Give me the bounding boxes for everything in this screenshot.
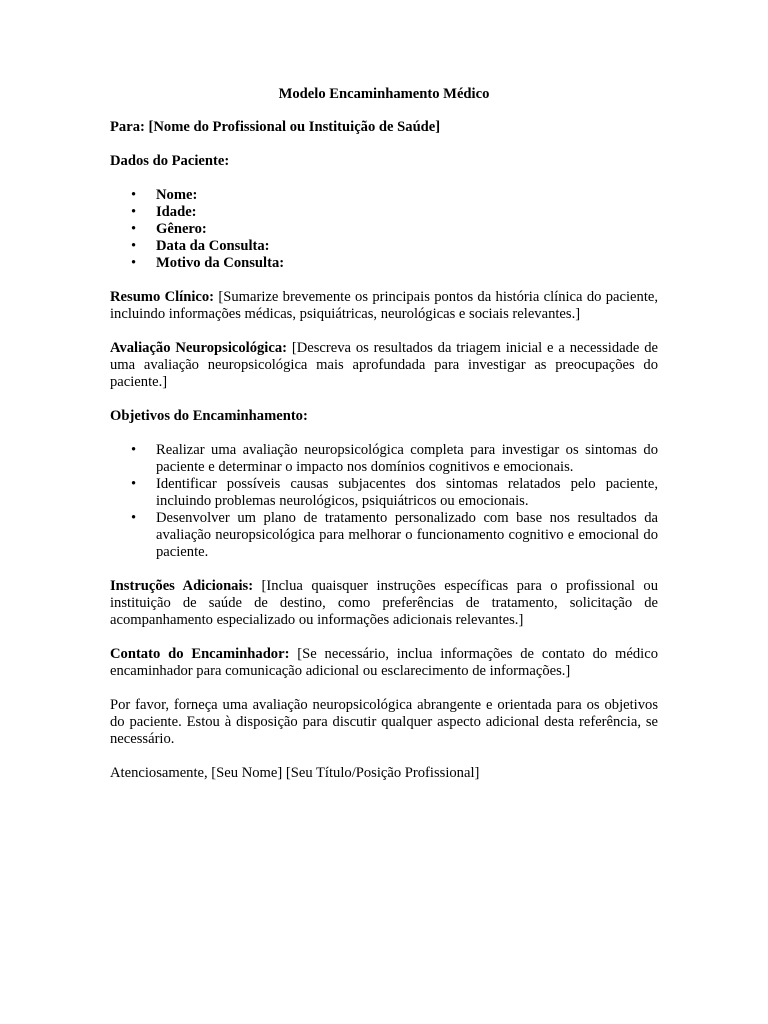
bullet-icon: • (131, 238, 137, 254)
bullet-icon: • (131, 510, 137, 526)
bullet-icon: • (131, 476, 137, 492)
document-title: Modelo Encaminhamento Médico (278, 86, 490, 102)
list-item (110, 255, 658, 272)
clinical-summary-label: Resumo Clínico: (110, 289, 215, 305)
recipient-text: [Nome do Profissional ou Instituição de Saúde] (144, 119, 441, 135)
recipient-line (110, 119, 658, 136)
objective-text: Identificar possíveis causas subjacentes dos sintomas relatados pelo paciente, incluindo problemas neurológicos, psiquiátricos ou emocionais. (156, 476, 658, 509)
patient-field-gender: Gênero: (156, 221, 207, 237)
clinical-summary-text: [Sumarize brevemente os principais pontos da história clínica do paciente, incluindo informações médicas, psiquiátricas, neurológicas e sociais relevantes.] (110, 289, 659, 322)
closing-request: Por favor, forneça uma avaliação neuropsicológica abrangente e orientada para os objetivos do paciente. Estou à disposição para discutir qualquer aspecto adicional desta referência, se necessário. (110, 697, 658, 747)
patient-field-consult-reason: Motivo da Consulta: (156, 255, 285, 271)
referrer-contact-text: [Se necessário, inclua informações de contato do médico encaminhador para comunicação adicional ou esclarecimento de informações.] (110, 646, 658, 679)
recipient-label: Para: (110, 119, 145, 135)
patient-field-age: Idade: (156, 204, 197, 220)
additional-instructions (110, 578, 658, 629)
patient-field-consult-date: Data da Consulta: (156, 238, 270, 254)
list-item (110, 476, 658, 510)
additional-instructions-text: [Inclua quaisquer instruções específicas para o profissional ou instituição de saúde de destino, como preferências de tratamento, solicitação de acompanhamento especializado ou informações adicionais relevantes.] (110, 578, 659, 628)
patient-data-heading: Dados do Paciente: (110, 153, 230, 169)
bullet-icon: • (131, 204, 137, 220)
neuro-evaluation-label: Avaliação Neuropsicológica: (110, 340, 287, 356)
patient-fields-list (110, 187, 658, 272)
objectives-list (110, 442, 658, 561)
list-item (110, 442, 658, 476)
objectives-heading: Objetivos do Encaminhamento: (110, 408, 308, 424)
clinical-summary (110, 289, 658, 323)
neuro-evaluation-text: [Descreva os resultados da triagem inicial e a necessidade de uma avaliação neuropsicológica mais aprofundada para investigar as preocupações do paciente.] (110, 340, 659, 390)
list-item (110, 221, 658, 238)
list-item (110, 510, 658, 561)
referrer-contact (110, 646, 658, 680)
bullet-icon: • (131, 187, 137, 203)
objective-text: Realizar uma avaliação neuropsicológica completa para investigar os sintomas do paciente e determinar o impacto nos domínios cognitivos e emocionais. (156, 442, 658, 475)
list-item (110, 238, 658, 255)
neuro-evaluation (110, 340, 658, 391)
additional-instructions-label: Instruções Adicionais: (110, 578, 254, 594)
bullet-icon: • (131, 442, 137, 458)
bullet-icon: • (131, 221, 137, 237)
list-item (110, 187, 658, 204)
list-item (110, 204, 658, 221)
document-content (110, 86, 658, 799)
signature-line: Atenciosamente, [Seu Nome] [Seu Título/Posição Profissional] (110, 765, 480, 781)
bullet-icon: • (131, 255, 137, 271)
objective-text: Desenvolver um plano de tratamento personalizado com base nos resultados da avaliação neuropsicológica para melhorar o funcionamento cognitivo e emocional do paciente. (156, 510, 658, 560)
patient-field-name: Nome: (156, 187, 198, 203)
referrer-contact-label: Contato do Encaminhador: (110, 646, 290, 662)
